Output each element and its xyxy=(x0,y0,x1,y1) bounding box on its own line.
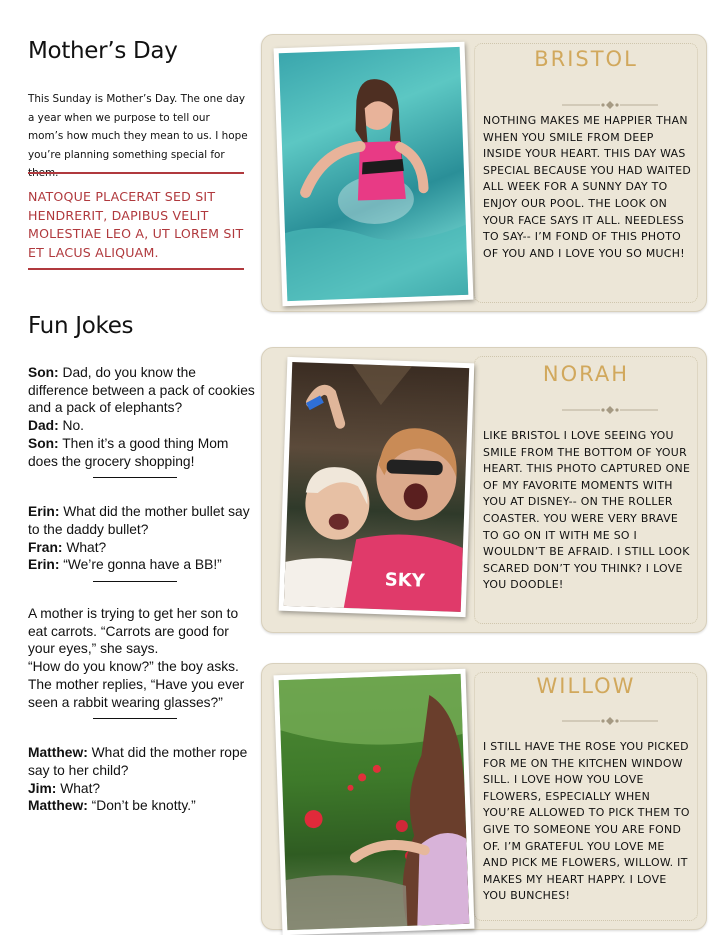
joke-line: What did the mother bullet say to the daddy bullet? xyxy=(28,504,250,537)
divider-ornament-icon xyxy=(562,405,658,415)
pull-quote: NATOQUE PLACERAT SED SIT HENDRERIT, DAPIBUS VELIT MOLESTIAE LEO A, UT LOREM SIT ET LACUS ALIQUAM. xyxy=(28,189,244,260)
joke-speaker: Matthew: xyxy=(28,798,88,814)
joke-speaker: Dad: xyxy=(28,418,59,434)
roller-coaster-selfie-image xyxy=(284,362,469,612)
joke-4 xyxy=(28,744,258,815)
joke-line: The mother replies, “Have you ever seen a rabbit wearing glasses?” xyxy=(28,676,245,710)
joke-separator xyxy=(93,581,177,582)
joke-line: No. xyxy=(58,418,84,434)
joke-line: What? xyxy=(56,780,101,796)
willow-photo xyxy=(274,669,475,935)
card-message: NOTHING MAKES ME HAPPIER THAN WHEN YOU SMILE FROM DEEP INSIDE YOUR HEART. THIS DAY WAS SPECIAL BECAUSE YOU HAD WAITED ALL WEEK FOR A SUNNY DAY TO ENJOY OUR POOL. THE LOOK ON YOUR FACE SAYS IT ALL. NEEDLESS TO SAY-- I’M FOND OF THIS PHOTO OF YOU AND I LOVE YOU SO MUCH! xyxy=(483,114,692,260)
joke-line: “How do you know?” the boy asks. xyxy=(28,659,239,675)
joke-speaker: Son: xyxy=(28,435,59,451)
joke-line: What did the mother rope say to her child? xyxy=(28,745,248,778)
joke-speaker: Erin: xyxy=(28,504,60,520)
jokes-list xyxy=(28,364,258,815)
card-name: BRISTOL xyxy=(534,47,638,71)
girl-with-roses-image xyxy=(279,674,470,930)
quote-bottom-rule xyxy=(28,268,244,270)
joke-1 xyxy=(28,364,258,470)
divider-ornament-icon xyxy=(562,100,658,110)
joke-3 xyxy=(28,605,258,711)
divider-ornament-icon xyxy=(562,716,658,726)
girl-in-pool-image xyxy=(279,47,469,301)
card-name: NORAH xyxy=(542,362,630,386)
svg-text:SKY: SKY xyxy=(384,569,426,592)
joke-separator xyxy=(93,718,177,719)
joke-line: “We’re gonna have a BB!” xyxy=(59,557,222,573)
card-message: LIKE BRISTOL I LOVE SEEING YOU SMILE FROM THE BOTTOM OF YOUR HEART. THIS PHOTO CAPTURED ONE OF MY FAVORITE MOMENTS WITH YOU AT DISNEY-- ON THE ROLLER COASTER. YOU WERE VERY BRAVE TO GO ON IT WITH ME SO I WOULDN’T BE AFRAID. I STILL LOOK SCARED DON’T YOU THINK? I LOVE YOU DOODLE! xyxy=(483,429,691,592)
norah-photo xyxy=(279,357,475,617)
joke-line: A mother is trying to get her son to eat carrots. “Carrots are good for your eyes,” she says. xyxy=(28,606,239,657)
bristol-photo xyxy=(274,42,474,307)
joke-2 xyxy=(28,503,258,574)
mothers-day-intro: This Sunday is Mother’s Day. The one day a year when we purpose to tell our mom’s how much they mean to us. I hope you’re planning something special for xyxy=(28,93,248,161)
card-message: I STILL HAVE THE ROSE YOU PICKED FOR ME ON THE KITCHEN WINDOW SILL. I LOVE HOW YOU LOVE FLOWERS, ESPECIALLY WHEN YOU’RE ALLOWED TO PICK THEM TO GIVE TO SOMEONE YOU ARE FOND OF. I’M GRATEFUL YOU LOVE ME AND PICK ME FLOWERS, WILLOW. IT MAKES MY HEART HAPPY. I LOVE YOU BUNCHES! xyxy=(483,740,690,903)
joke-line: Then it’s a good thing Mom does the grocery shopping! xyxy=(28,435,229,469)
mothers-day-title: Mother’s Day xyxy=(28,38,178,64)
joke-speaker: Erin: xyxy=(28,557,60,573)
joke-speaker: Son: xyxy=(28,365,59,380)
fun-jokes-title: Fun Jokes xyxy=(28,313,134,339)
joke-speaker: Jim: xyxy=(28,780,57,796)
joke-separator xyxy=(93,477,177,478)
quote-top-rule xyxy=(28,172,244,174)
joke-speaker: Fran: xyxy=(28,539,63,555)
joke-line: What? xyxy=(62,539,107,555)
joke-speaker: Matthew: xyxy=(28,745,88,761)
joke-line: “Don’t be knotty.” xyxy=(87,798,196,814)
joke-line: Dad, do you know the difference between a pack of cookies and a pack of elephants? xyxy=(28,365,255,416)
card-name: WILLOW xyxy=(536,674,636,698)
